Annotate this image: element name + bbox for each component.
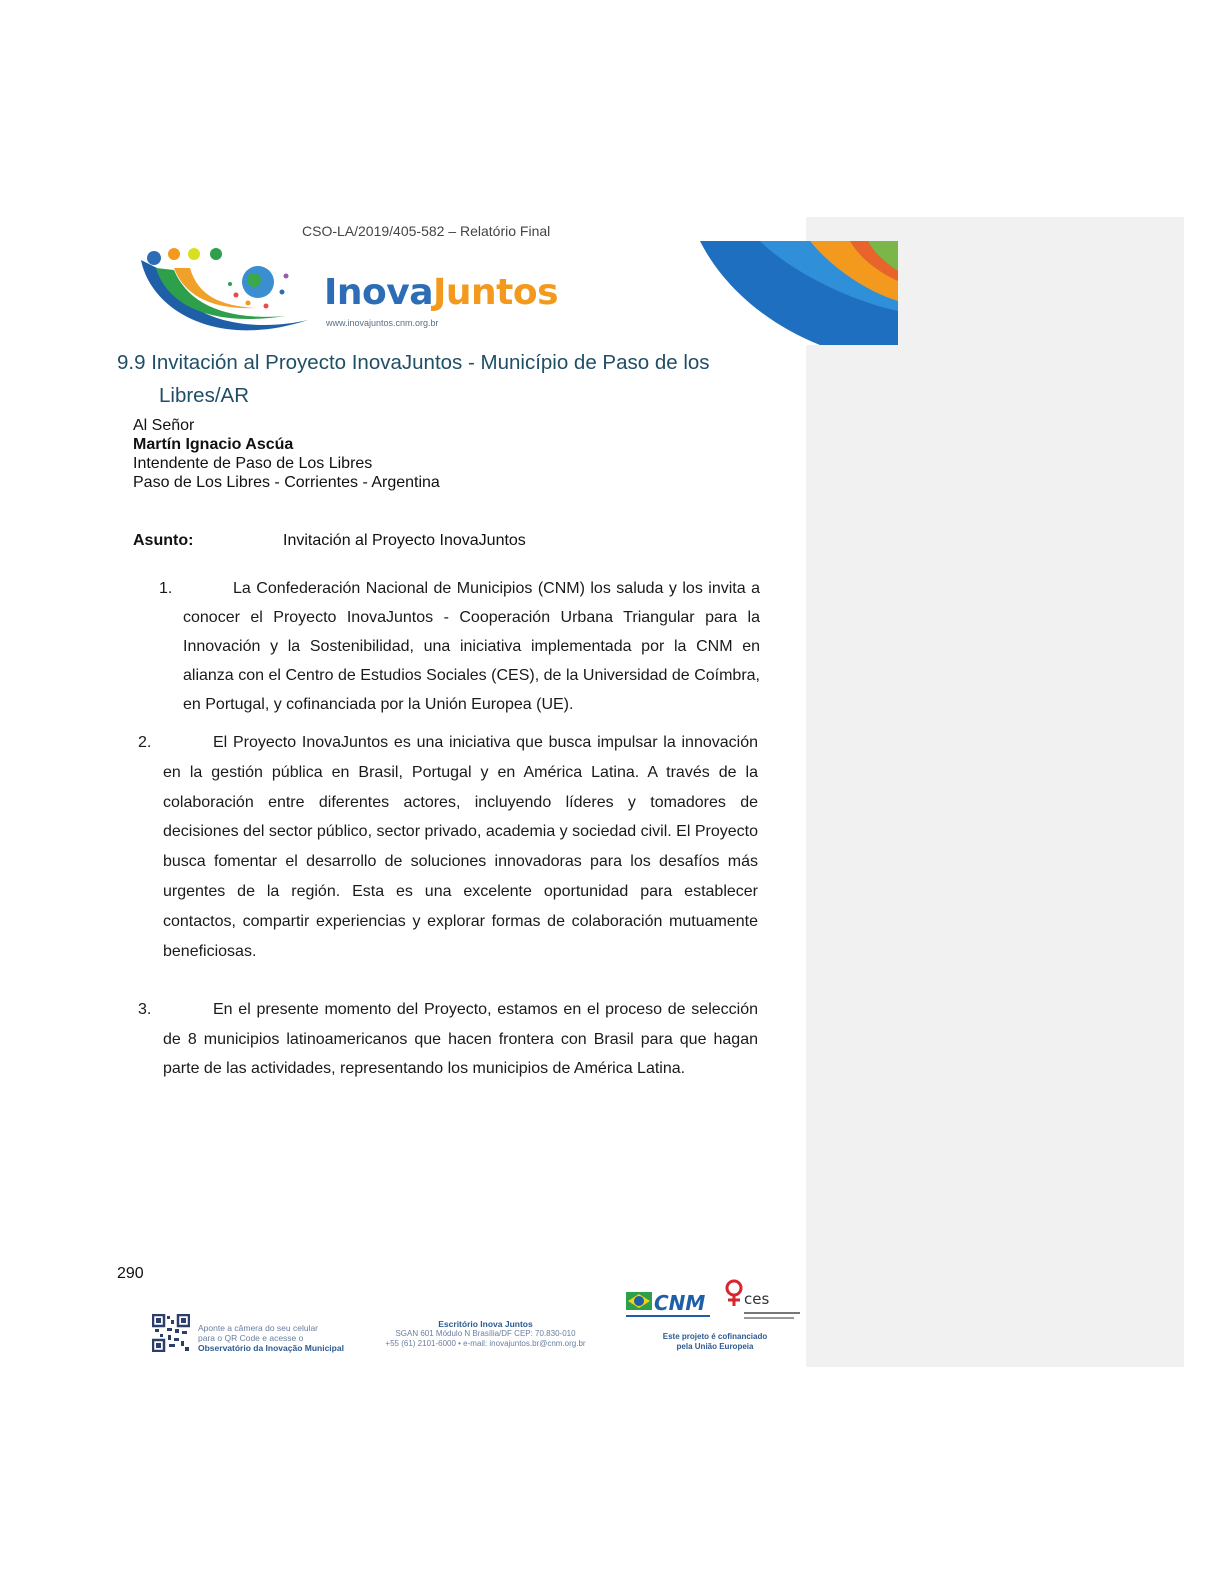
funding-line: pela União Europeia bbox=[676, 1342, 754, 1351]
eu-funding-note bbox=[650, 1332, 780, 1352]
qr-caption-line: para o QR Code e acesse o bbox=[198, 1333, 304, 1343]
paragraph-text: La Confederación Nacional de Municipios (CNM) los saluda y los invita a conocer el Proyecto InovaJuntos - Cooperación Urbana Triangular para la Innovación y la Sostenibilidad, una iniciativa implementada por la CNM en alianza con el Centro de Estudios Sociales (CES), de la Universidad de Coímbra, en Portugal, y cofinanciada por la Unión Europea (UE). bbox=[183, 580, 760, 713]
page-number: 290 bbox=[117, 1265, 144, 1282]
recipient-address bbox=[133, 416, 440, 492]
paragraph-number: 1. bbox=[159, 580, 173, 597]
office-title: Escritório Inova Juntos bbox=[438, 1319, 533, 1329]
paragraph-text: El Proyecto InovaJuntos es una iniciativa que busca impulsar la innovación en la gestión pública en Brasil, Portugal y en América Latina. A través de la colaboración entre diferentes actores, incluyendo líderes y tomadores de decisiones del sector público, sector privado, academia y sociedad civil. El Proyecto busca fomentar el desarrollo de soluciones innovadoras para los desafíos más urgentes de la región. Esta es una excelente oportunidad para establecer contactos, compartir experiencias y explorar formas de colaboración mutuamente beneficiosas. bbox=[163, 734, 758, 960]
office-address: SGAN 601 Módulo N Brasília/DF CEP: 70.830-010 bbox=[395, 1329, 576, 1338]
office-contact: +55 (61) 2101-6000 • e-mail: inovajuntos.br@cnm.org.br bbox=[385, 1339, 586, 1348]
paragraph-3 bbox=[138, 995, 758, 1084]
address-position: Intendente de Paso de Los Libres bbox=[133, 455, 373, 472]
address-salutation: Al Señor bbox=[133, 417, 195, 434]
section-title-line1: 9.9 Invitación al Proyecto InovaJuntos - Município de Paso de los bbox=[117, 351, 710, 374]
running-head: CSO-LA/2019/405-582 – Relatório Final bbox=[302, 226, 551, 239]
inovajuntos-logo-icon bbox=[136, 240, 316, 345]
banner-swoosh-graphic bbox=[700, 241, 898, 345]
paragraph-number: 2. bbox=[138, 734, 152, 751]
subject-line bbox=[133, 532, 526, 550]
qr-caption bbox=[198, 1323, 344, 1353]
section-title-line2: Libres/AR bbox=[159, 384, 250, 407]
funding-line: Este projeto é cofinanciado bbox=[662, 1332, 768, 1341]
address-location: Paso de Los Libres - Corrientes - Argentina bbox=[133, 474, 440, 491]
qr-code-icon bbox=[152, 1314, 190, 1352]
paragraph-2 bbox=[138, 728, 758, 966]
qr-caption-link: Observatório da Inovação Municipal bbox=[198, 1343, 344, 1353]
cnm-logo-icon bbox=[626, 1286, 710, 1322]
address-name: Martín Ignacio Ascúa bbox=[133, 436, 294, 453]
paragraph-text: En el presente momento del Proyecto, estamos en el proceso de selección de 8 municipios latinoamericanos que hacen frontera con Brasil para que hagan parte de las actividades, representando los municipios de América Latina. bbox=[163, 1001, 758, 1077]
qr-caption-line: Aponte a câmera do seu celular bbox=[198, 1323, 319, 1333]
subject-text: Invitación al Proyecto InovaJuntos bbox=[283, 532, 526, 549]
brand-url: www.inovajuntos.cnm.org.br bbox=[326, 318, 439, 328]
brand-name: InovaJuntos bbox=[324, 272, 559, 313]
svg-text:ces: ces bbox=[744, 1290, 770, 1308]
comment-margin-panel bbox=[806, 217, 1184, 1367]
ces-logo-icon bbox=[722, 1278, 802, 1324]
section-title bbox=[117, 346, 797, 412]
paragraph-1 bbox=[159, 574, 760, 719]
svg-text:CNM: CNM bbox=[654, 1291, 706, 1315]
subject-label: Asunto: bbox=[133, 532, 194, 549]
paragraph-number: 3. bbox=[138, 1001, 152, 1018]
office-info bbox=[378, 1319, 593, 1349]
